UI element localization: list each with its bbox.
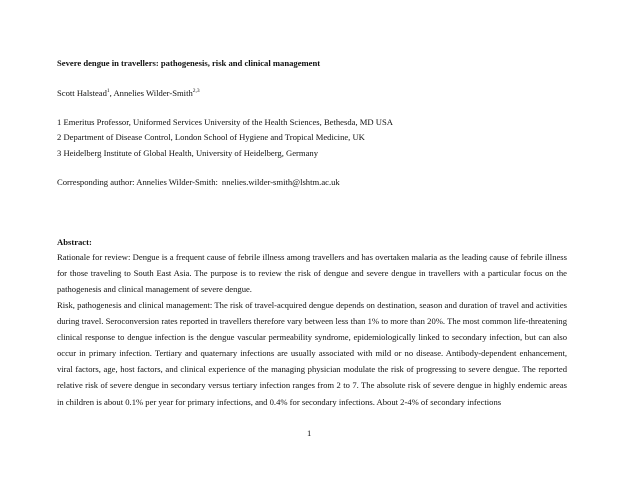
abstract-heading: Abstract: (57, 237, 92, 247)
corresponding-label: Corresponding author: Annelies Wilder-Smith: (57, 177, 218, 187)
affiliation: 1 Emeritus Professor, Uniformed Services University of the Health Sciences, Bethesda, MD USA (57, 117, 393, 127)
affiliation: 3 Heidelberg Institute of Global Health, University of Heidelberg, Germany (57, 148, 319, 158)
paper-title: Severe dengue in travellers: pathogenesis, risk and clinical management (57, 58, 321, 68)
affiliation-marker: 1 (106, 88, 110, 94)
author-name: Annelies Wilder-Smith (113, 88, 193, 98)
corresponding-email: nnelies.wilder-smith@lshtm.ac.uk (221, 177, 340, 187)
corresponding-author (57, 177, 340, 188)
affiliation-marker: 2,3 (192, 88, 200, 94)
author-separator: , (109, 88, 114, 98)
author-name: Scott Halstead (57, 88, 107, 98)
abstract-paragraph: Rationale for review: Dengue is a frequent cause of febrile illness among travellers and has overtaken malaria as the leading cause of febrile illness for those traveling to South East Asia. The purpose is to review the risk of dengue and severe dengue in travellers with a particular focus on the pathogenesis and clinical management of severe dengue. (57, 252, 567, 295)
author-list (57, 88, 200, 99)
abstract-paragraph: Risk, pathogenesis and clinical management: The risk of travel-acquired dengue depends on destination, season and duration of travel and activities during travel. Seroconversion rates reported in travellers therefore vary between less than 1% to more than 20%. The most common life-threatening clinical response to dengue infection is the dengue vascular permeability syndrome, epidemiologically linked to secondary infection, but can also occur in primary infection. Tertiary and quaternary infections are usually associated with mild or no disease. Antibody-dependent enhancement, viral factors, age, host factors, and clinical experience of the managing physician modulate the risk of progressing to severe dengue. The reported relative risk of severe dengue in secondary versus tertiary infection ranges from 2 to 7. The absolute risk of severe dengue in highly endemic areas in children is about 0.1% per year for primary infections, and 0.4% for secondary infections. About 2-4% of secondary infections (57, 300, 567, 407)
affiliation: 2 Department of Disease Control, London School of Hygiene and Tropical Medicine, UK (57, 132, 365, 142)
page-number: 1 (307, 428, 312, 438)
